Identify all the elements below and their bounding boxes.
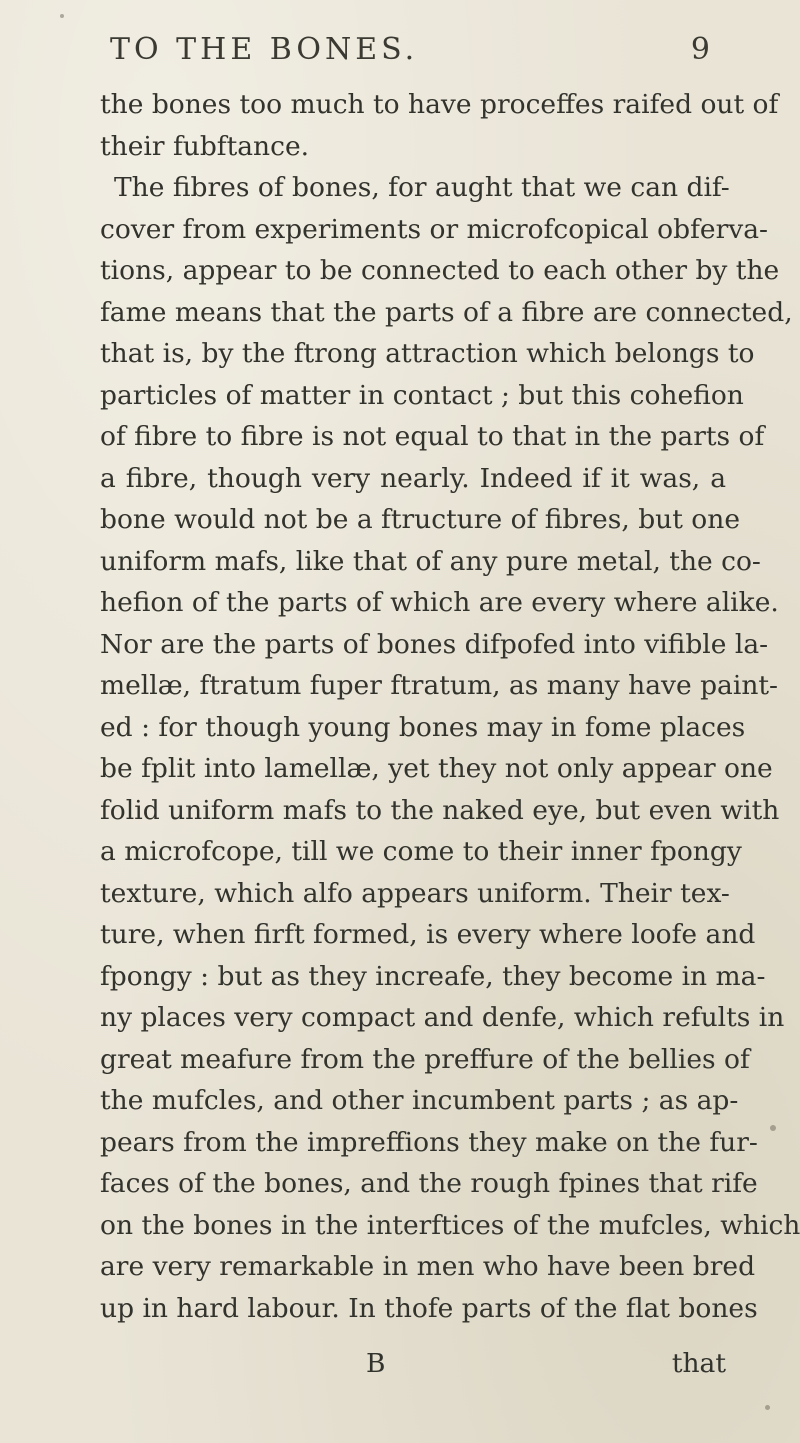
- text-line: the bones too much to have proceffes raifed out of: [100, 89, 779, 120]
- running-head: [110, 32, 710, 67]
- text-line: a microfcope, till we come to their inner fpongy: [100, 836, 742, 867]
- paper-speck: [60, 14, 64, 18]
- text-line: texture, which alfo appears uniform. Their tex-: [100, 877, 730, 909]
- signature-mark: B: [366, 1348, 386, 1379]
- text-line: ny places very compact and denfe, which refults in: [100, 1002, 785, 1033]
- paper-speck: [765, 1405, 770, 1410]
- text-line: bone would not be a ftructure of fibres, but one: [100, 504, 740, 535]
- text-line: on the bones in the interftices of the mufcles, which: [100, 1209, 800, 1241]
- paper-speck: [770, 1125, 776, 1131]
- body-text: [100, 84, 800, 1329]
- catchword: that: [671, 1348, 726, 1379]
- text-line: that is, by the ftrong attraction which belongs to: [100, 338, 755, 369]
- catchline: [100, 1348, 726, 1388]
- text-line: Nor are the parts of bones difpofed into vifible la-: [100, 628, 769, 660]
- text-line: fame means that the parts of a fibre are connected,: [100, 296, 793, 328]
- text-line: folid uniform mafs to the naked eye, but even with: [100, 794, 780, 826]
- text-line: ture, when firft formed, is every where loofe and: [100, 919, 756, 950]
- text-line: tions, appear to be connected to each other by the: [100, 255, 780, 286]
- text-line: great meafure from the preffure of the bellies of: [100, 1043, 750, 1075]
- text-line: mellæ, ftratum fuper ftratum, as many have paint-: [100, 670, 779, 701]
- text-line: fpongy : but as they increafe, they become in ma-: [100, 960, 766, 992]
- text-line: The fibres of bones, for aught that we can dif-: [114, 172, 730, 203]
- text-line: uniform mafs, like that of any pure metal, the co-: [100, 545, 761, 577]
- text-line: particles of matter in contact ; but this cohefion: [100, 379, 744, 411]
- text-line: pears from the impreffions they make on the fur-: [100, 1126, 758, 1158]
- text-line: are very remarkable in men who have been bred: [100, 1251, 756, 1282]
- text-line: a fibre, though very nearly. Indeed if it was, a: [100, 462, 726, 494]
- text-line: of fibre to fibre is not equal to that in the parts of: [100, 421, 765, 452]
- text-line: hefion of the parts of which are every where alike.: [100, 587, 779, 618]
- text-line: ed : for though young bones may in fome places: [100, 711, 746, 743]
- text-line: be fplit into lamellæ, yet they not only appear one: [100, 753, 773, 784]
- page-number: 9: [690, 32, 710, 67]
- text-line: their fubftance.: [100, 130, 310, 162]
- text-line: faces of the bones, and the rough fpines that rife: [100, 1168, 758, 1199]
- text-line: cover from experiments or microfcopical obferva-: [100, 213, 768, 245]
- running-head-title: TO THE BONES.: [110, 32, 419, 67]
- text-line: the mufcles, and other incumbent parts ; as ap-: [100, 1085, 739, 1116]
- text-line: up in hard labour. In thofe parts of the flat bones: [100, 1292, 758, 1324]
